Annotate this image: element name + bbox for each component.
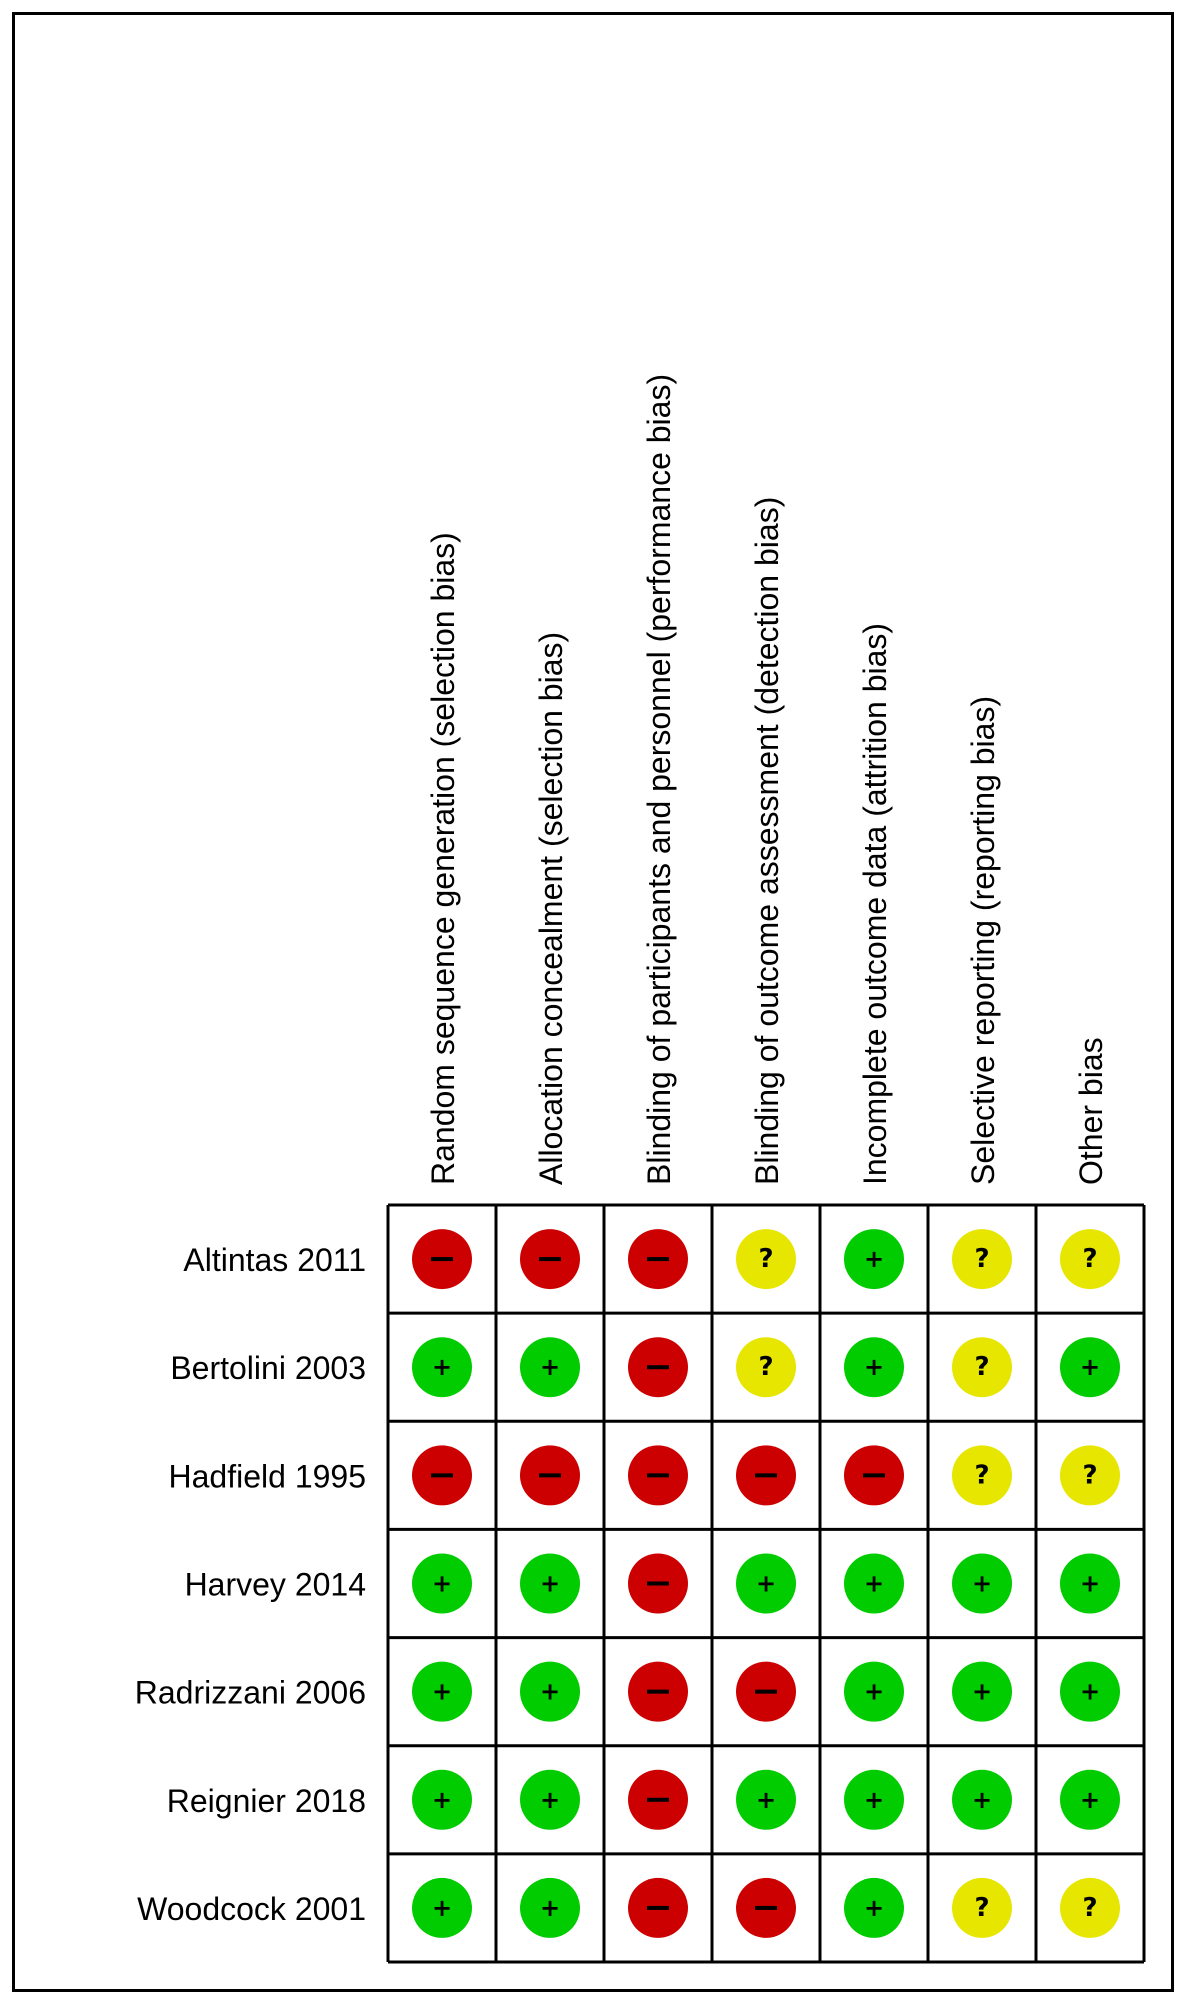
column-header: Allocation concealment (selection bias) (533, 631, 569, 1185)
minus-symbol (647, 1690, 669, 1694)
plus-symbol: + (1079, 1677, 1101, 1706)
minus-symbol (755, 1690, 777, 1694)
minus-symbol (647, 1473, 669, 1477)
minus-symbol (647, 1582, 669, 1586)
plus-symbol: + (431, 1353, 453, 1382)
plus-symbol: + (431, 1893, 453, 1922)
plus-symbol: + (539, 1893, 561, 1922)
row-label: Harvey 2014 (184, 1566, 366, 1603)
plus-symbol: + (539, 1677, 561, 1706)
plus-symbol: + (539, 1785, 561, 1814)
plus-symbol: + (431, 1677, 453, 1706)
column-header: Other bias (1073, 1037, 1109, 1185)
plus-symbol: + (755, 1569, 777, 1598)
plus-symbol: + (971, 1677, 993, 1706)
minus-symbol (755, 1473, 777, 1477)
plus-symbol: + (863, 1245, 885, 1274)
minus-symbol (539, 1257, 561, 1261)
plus-symbol: + (539, 1353, 561, 1382)
minus-symbol (647, 1798, 669, 1802)
question-symbol: ? (974, 1460, 990, 1491)
plus-symbol: + (1079, 1353, 1101, 1382)
minus-symbol (431, 1257, 453, 1261)
row-label: Radrizzani 2006 (134, 1674, 366, 1711)
plus-symbol: + (863, 1677, 885, 1706)
question-symbol: ? (1082, 1244, 1098, 1275)
plus-symbol: + (863, 1893, 885, 1922)
column-header: Incomplete outcome data (attrition bias) (857, 622, 893, 1185)
plus-symbol: + (431, 1785, 453, 1814)
question-symbol: ? (974, 1352, 990, 1383)
plus-symbol: + (755, 1785, 777, 1814)
minus-symbol (647, 1906, 669, 1910)
minus-symbol (431, 1473, 453, 1477)
row-label: Altintas 2011 (183, 1242, 366, 1279)
column-header: Random sequence generation (selection bias) (425, 532, 461, 1185)
question-symbol: ? (758, 1244, 774, 1275)
plus-symbol: + (539, 1569, 561, 1598)
question-symbol: ? (974, 1892, 990, 1923)
column-header: Blinding of outcome assessment (detection bias) (749, 496, 785, 1185)
column-header: Selective reporting (reporting bias) (965, 695, 1001, 1185)
question-symbol: ? (974, 1244, 990, 1275)
plus-symbol: + (1079, 1785, 1101, 1814)
plus-symbol: + (863, 1569, 885, 1598)
minus-symbol (755, 1906, 777, 1910)
plus-symbol: + (971, 1785, 993, 1814)
row-label: Bertolini 2003 (170, 1350, 366, 1387)
question-symbol: ? (758, 1352, 774, 1383)
minus-symbol (863, 1473, 885, 1477)
row-label: Reignier 2018 (166, 1782, 366, 1819)
plus-symbol: + (863, 1353, 885, 1382)
minus-symbol (647, 1365, 669, 1369)
plus-symbol: + (863, 1785, 885, 1814)
column-header: Blinding of participants and personnel (performance bias) (641, 373, 677, 1185)
plus-symbol: + (971, 1569, 993, 1598)
question-symbol: ? (1082, 1460, 1098, 1491)
row-label: Hadfield 1995 (168, 1458, 366, 1495)
question-symbol: ? (1082, 1892, 1098, 1923)
row-label: Woodcock 2001 (137, 1890, 366, 1927)
plus-symbol: + (431, 1569, 453, 1598)
minus-symbol (647, 1257, 669, 1261)
plus-symbol: + (1079, 1569, 1101, 1598)
minus-symbol (539, 1473, 561, 1477)
